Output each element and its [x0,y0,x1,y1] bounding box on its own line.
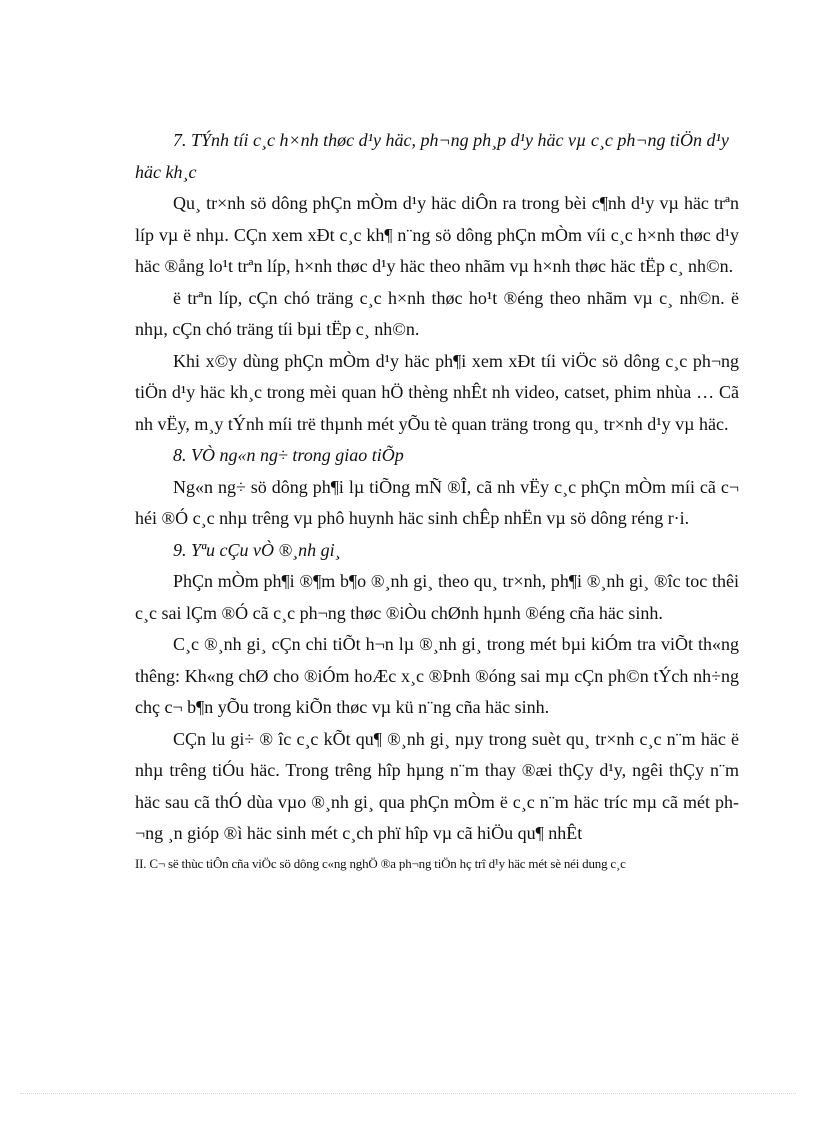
paragraph-4: Ng«n ng÷ sö dông ph¶i lµ tiÕng mÑ ®Î, cã nh vËy c¸c phÇn mÒm míi cã c¬ héi ®Ó c¸c nhµ trêng vµ phô huynh häc sinh chÊp nhËn vµ sö dông réng r·i. [135,476,739,528]
paragraph-5: PhÇn mÒm ph¶i ®¶m b¶o ®¸nh gi¸ theo qu¸ tr×nh, ph¶i ®¸nh gi¸ ®îc toc thêi c¸c sai lÇm ®Ó cã c¸c ph¬ng thøc ®iÒu chØnh hµnh ®éng cña häc sinh. [135,571,739,623]
section-heading-9: 9. Yªu cÇu vÒ ®¸nh gi¸ [173,539,341,560]
page-bottom-divider [20,1093,796,1094]
paragraph-6: C¸c ®¸nh gi¸ cÇn chi tiÕt h¬n lµ ®¸nh gi¸ trong mét bµi kiÓm tra viÕt th«ng thêng: Kh«ng chØ cho ®iÓm hoÆc x¸c ®Þnh ®óng sai mµ cÇn ph©n tÝch nh÷ng chç c¬ b¶n yÕu trong kiÕn thøc vµ kü n¨ng cña häc sinh. [135,634,739,717]
section-heading-7: 7. TÝnh tíi c¸c h×nh thøc d¹y häc, ph¬ng ph¸p d¹y häc vµ c¸c ph¬ng tiÖn d¹y häc kh¸c [135,130,729,182]
paragraph-1: Qu¸ tr×nh sö dông phÇn mÒm d¹y häc diÔn ra trong bèi c¶nh d¹y vµ häc trªn líp vµ ë nhµ. CÇn xem xÐt c¸c kh¶ n¨ng sö dông phÇn mÒm víi c¸c h×nh thøc d¹y häc ®ång lo¹t trªn líp, h×nh thøc d¹y häc theo nhãm vµ h×nh thøc häc tËp c¸ nh©n. [135,193,739,276]
page-content [135,125,739,874]
paragraph-7: CÇn lu gi÷ ® îc c¸c kÕt qu¶ ®¸nh gi¸ nµy trong suèt qu¸ tr×nh c¸c n¨m häc ë nhµ trêng tiÓu häc. Trong trêng hîp hµng n¨m thay ®æi thÇy d¹y, ngêi thÇy n¨m häc sau cã thÓ dùa vµo ®¸nh gi¸ qua phÇn mÒm ë c¸c n¨m häc tríc mµ cã mét ph¬ng ¸n gióp ®ì häc sinh mét c¸ch phï hîp vµ cã hiÖu qu¶ nhÊt [135,728,739,843]
section-heading-ii: II. C¬ së thùc tiÔn cña viÖc sö dông c«ng nghÖ ®a ph¬ng tiÖn hç trî d¹y häc mét sè néi dung c¸c [135,855,626,871]
paragraph-2: ë trªn líp, cÇn chó träng c¸c h×nh thøc ho¹t ®éng theo nhãm vµ c¸ nh©n. ë nhµ, cÇn chó träng tíi bµi tËp c¸ nh©n. [135,287,739,339]
paragraph-3: Khi x©y dùng phÇn mÒm d¹y häc ph¶i xem xÐt tíi viÖc sö dông c¸c ph¬ng tiÖn d¹y häc kh¸c trong mèi quan hÖ thèng nhÊt nh video, catset, phim nhùa … Cã nh vËy, m¸y tÝnh míi trë thµnh mét yÕu tè quan träng trong qu¸ tr×nh d¹y vµ häc. [135,350,739,434]
section-heading-8: 8. VÒ ng«n ng÷ trong giao tiÕp [173,445,404,465]
